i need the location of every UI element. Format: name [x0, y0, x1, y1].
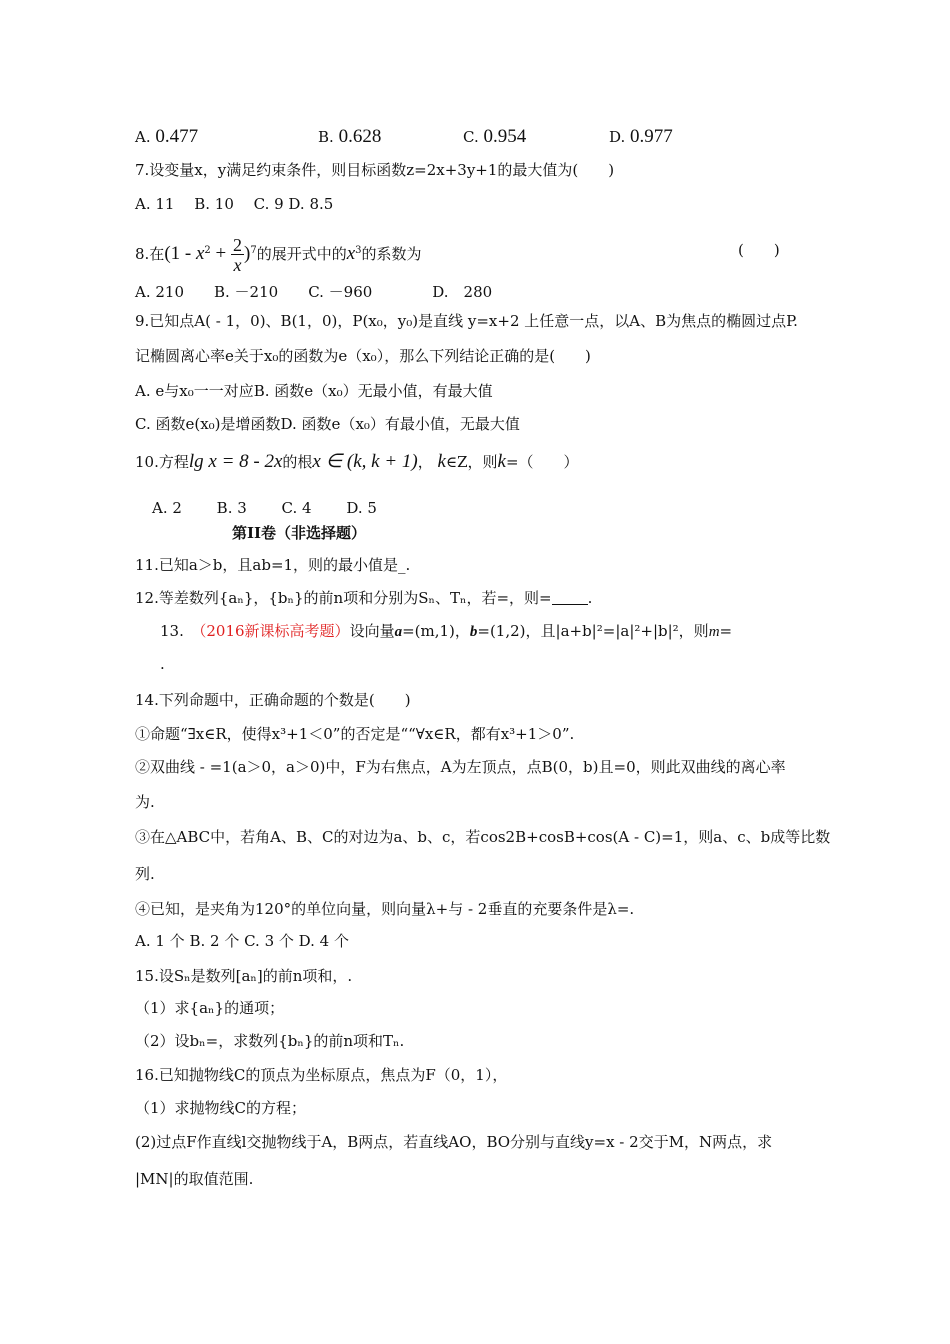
q9-line1: 9.已知点A( - 1，0)、B(1，0)，P(x₀，y₀)是直线 y=x+2 上任意一点，以A、B为焦点的椭圆过点P.: [135, 312, 798, 330]
section-title: 第II卷（非选择题）: [232, 524, 367, 542]
q10-stem: 10.方程lg x = 8 - 2x的根x ∈ (k, k + 1)， k∈Z，则k=（ ）: [135, 451, 579, 472]
q16-part1: （1）求抛物线C的方程；: [135, 1099, 307, 1117]
q13-end: .: [160, 655, 165, 673]
q13-source: （2016新课标高考题）: [198, 622, 350, 640]
q14-prop4: ④已知，是夹角为120°的单位向量，则向量λ+与 - 2垂直的充要条件是λ=.: [135, 900, 635, 918]
q9-line4: C. 函数e(x₀)是增函数D. 函数e（x₀）有最小值，无最大值: [135, 415, 520, 433]
q14-prop2-line2: 为.: [135, 793, 155, 811]
q8-answer-paren: ( ): [738, 241, 780, 259]
q7-options: A. 11 B. 10 C. 9 D. 8.5: [135, 195, 334, 213]
q13: 13. （2016新课标高考题）设向量a=(m,1)，b=(1,2)，且|a+b|²=|a|²+|b|²，则m=: [160, 622, 733, 640]
q7-stem: 7.设变量x，y满足约束条件，则目标函数z=2x+3y+1的最大值为( ): [135, 161, 615, 179]
q9-line2: 记椭圆离心率e关于x₀的函数为e（x₀），那么下列结论正确的是( ): [135, 347, 591, 365]
q15-part2: （2）设bₙ=，求数列{bₙ}的前n项和Tₙ.: [135, 1032, 405, 1050]
q16-part2-line2: |MN|的取值范围.: [135, 1170, 254, 1188]
q10-options: A. 2 B. 3 C. 4 D. 5: [152, 499, 377, 517]
q16-stem: 16.已知抛物线C的顶点为坐标原点，焦点为F（0，1），: [135, 1066, 508, 1084]
q12: 12.等差数列{aₙ}，{bₙ}的前n项和分别为Sₙ、Tₙ，若=，则= .: [135, 589, 593, 607]
q8-options: A. 210 B. －210 C. －960 D. 280: [135, 283, 493, 301]
q14-options: A. 1 个 B. 2 个 C. 3 个 D. 4 个: [135, 932, 349, 950]
q8-fraction: $\frac{2}{x}$: [233, 234, 242, 275]
q6-option-d: D. 0.977: [609, 126, 673, 147]
q16-part2-line1: (2)过点F作直线l交抛物线于A，B两点，若直线AO，BO分别与直线y=x - 2交于M，N两点，求: [135, 1133, 773, 1151]
q14-prop2-line1: ②双曲线 - =1(a＞0，a＞0)中，F为右焦点，A为左顶点，点B(0，b)且=0，则此双曲线的离心率: [135, 758, 786, 776]
q15-stem: 15.设Sₙ是数列[aₙ]的前n项和，.: [135, 967, 353, 985]
q6-option-a: A. 0.477: [135, 126, 199, 147]
q14-stem: 14.下列命题中，正确命题的个数是( ): [135, 691, 411, 709]
q12-answer-blank: [552, 590, 588, 605]
q11: 11.已知a＞b，且ab=1，则的最小值是_.: [135, 556, 411, 574]
q8-stem: 8.在($1 - x^2$ + $\frac{2}{x}$ )$^7$的展开式中的$x^3$的系数为: [135, 234, 422, 275]
q9-line3: A. e与x₀一一对应B. 函数e（x₀）无最小值，有最大值: [135, 382, 493, 400]
q6-option-b: B. 0.628: [318, 126, 382, 147]
q6-option-c: C. 0.954: [463, 126, 527, 147]
q15-part1: （1）求{aₙ}的通项；: [135, 999, 285, 1017]
q14-prop3-line2: 列.: [135, 865, 155, 883]
q14-prop1: ①命题“∃x∈R，使得x³+1＜0”的否定是““∀x∈R，都有x³+1＞0”.: [135, 725, 575, 743]
q14-prop3-line1: ③在△ABC中，若角A、B、C的对边为a、b、c，若cos2B+cosB+cos(A - C)=1，则a、c、b成等比数: [135, 828, 831, 846]
